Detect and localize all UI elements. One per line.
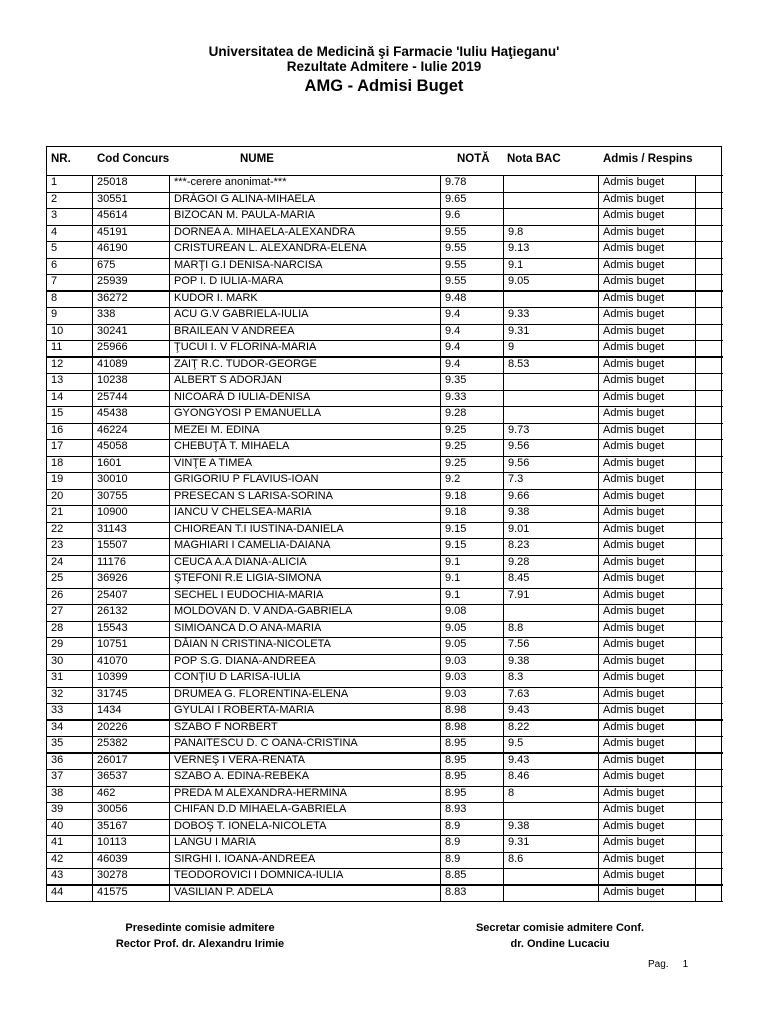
cell-nota: 9.03 [445,687,467,700]
cell-admis-respins: Admis buget [603,836,665,848]
cell-nota: 9.03 [445,654,467,667]
cell-nota: 9.4 [445,341,461,353]
page-number: 1 [682,959,689,970]
cell-nume: MEZEI M. EDINA [174,423,260,436]
cell-nume: MOLDOVAN D. V ANDA-GABRIELA [174,605,353,617]
table-header [47,147,721,174]
cell-admis-respins: Admis buget [603,588,665,601]
cell-nota: 9.55 [445,225,467,238]
results-table [46,146,722,902]
cell-admis-respins: Admis buget [603,473,665,485]
cell-nota: 9.55 [445,275,467,287]
cell-nota: 9.33 [445,390,467,403]
cell-nota-bac: 9.43 [508,753,530,766]
cell-nota: 8.98 [445,720,467,733]
cell-nota-bac: 9.13 [508,242,530,254]
cell-nota-bac: 9.28 [508,555,530,568]
cell-nume: DOBOŞ T. IONELA-NICOLETA [174,819,327,832]
cell-admis-respins: Admis buget [603,209,665,221]
cell-nume: SECHEL I EUDOCHIA-MARIA [174,588,324,601]
cell-nota-bac: 8.53 [508,357,530,370]
column-header-nota-bac: Nota BAC [507,153,561,165]
cell-nume: VINŢE A TIMEA [174,456,253,469]
cell-admis-respins: Admis buget [603,786,665,799]
cell-admis-respins: Admis buget [603,522,665,535]
cell-nume: POP S.G. DIANA-ANDREEA [174,654,316,667]
cell-admis-respins: Admis buget [603,308,665,320]
cell-nota: 9.35 [445,374,467,386]
cell-cod-concurs: 30010 [97,473,128,485]
cell-cod-concurs: 30278 [97,869,128,881]
president-name: Rector Prof. dr. Alexandru Irimie [115,938,285,950]
cell-cod-concurs: 25744 [97,390,128,403]
cell-admis-respins: Admis buget [603,390,665,403]
cell-nr: 36 [51,753,64,766]
cell-nr: 17 [51,440,64,452]
cell-nume: BIZOCAN M. PAULA-MARIA [174,209,315,221]
cell-nota: 9.18 [445,489,467,502]
cell-nr: 37 [51,770,64,782]
cell-nota-bac: 9.1 [508,258,524,271]
cell-admis-respins: Admis buget [603,885,665,898]
president-signature-block [110,920,290,952]
cell-nota-bac: 8.46 [508,770,530,782]
cell-admis-respins: Admis buget [603,687,665,700]
cell-nume: PANAITESCU D. C OANA-CRISTINA [174,737,358,749]
cell-nume: CONŢIU D LARISA-IULIA [174,671,301,683]
cell-nume: ACU G.V GABRIELA-IULIA [174,308,309,320]
cell-nr: 15 [51,407,64,419]
cell-nota: 9.55 [445,242,467,254]
cell-nume: SZABO F NORBERT [174,720,278,733]
cell-cod-concurs: 41089 [97,357,128,370]
cell-cod-concurs: 36537 [97,770,128,782]
cell-nr: 35 [51,737,64,749]
cell-nr: 43 [51,869,64,881]
cell-admis-respins: Admis buget [603,621,665,634]
cell-cod-concurs: 25018 [97,176,128,188]
cell-admis-respins: Admis buget [603,506,665,518]
cell-nume: ŞTEFONI R.E LIGIA-SIMONA [174,572,322,584]
cell-nota-bac: 7.3 [508,473,524,485]
cell-nota: 8.9 [445,819,461,832]
cell-nr: 7 [51,275,58,287]
cell-nota-bac: 9 [508,341,515,353]
cell-nume: GRIGORIU P FLAVIUS-IOAN [174,473,319,485]
cell-cod-concurs: 46224 [97,423,128,436]
cell-nota-bac: 9.56 [508,456,530,469]
cell-nota-bac: 8.23 [508,539,530,551]
cell-cod-concurs: 41070 [97,654,128,667]
cell-admis-respins: Admis buget [603,258,665,271]
cell-nota-bac: 9.56 [508,440,530,452]
cell-nota: 9.15 [445,539,467,551]
cell-nr: 31 [51,671,64,683]
cell-nota-bac: 8.8 [508,621,524,634]
cell-cod-concurs: 26017 [97,753,128,766]
cell-cod-concurs: 25966 [97,341,128,353]
cell-nr: 13 [51,374,64,386]
cell-cod-concurs: 11176 [97,555,126,568]
cell-nota: 9.1 [445,555,461,568]
cell-admis-respins: Admis buget [603,192,665,205]
cell-cod-concurs: 31143 [97,522,127,535]
cell-admis-respins: Admis buget [603,803,665,815]
cell-cod-concurs: 10399 [97,671,128,683]
cell-nr: 21 [51,506,64,518]
cell-nota: 8.85 [445,869,467,881]
cell-nume: VASILIAN P. ADELA [174,885,274,898]
cell-nota-bac: 9.01 [508,522,530,535]
cell-admis-respins: Admis buget [603,225,665,238]
cell-nota-bac: 9.31 [508,324,530,337]
cell-admis-respins: Admis buget [603,407,665,419]
cell-nota: 9.78 [445,176,467,188]
cell-cod-concurs: 25382 [97,737,128,749]
cell-cod-concurs: 10900 [97,506,128,518]
cell-nota: 9.03 [445,671,467,683]
cell-cod-concurs: 338 [97,308,116,320]
cell-nume: VERNEŞ I VERA-RENATA [174,753,306,766]
cell-nr: 42 [51,852,64,865]
cell-cod-concurs: 36272 [97,291,128,304]
document-header [0,44,768,96]
cell-nr: 1 [51,176,58,188]
cell-cod-concurs: 10751 [97,638,128,650]
cell-cod-concurs: 30755 [97,489,128,502]
cell-nr: 34 [51,720,64,733]
cell-cod-concurs: 1601 [97,456,122,469]
cell-cod-concurs: 25407 [97,588,128,601]
column-header-admis-respins: Admis / Respins [603,153,693,165]
cell-nota: 9.25 [445,456,467,469]
cell-nume: SZABO A. EDINA-REBEKA [174,770,310,782]
cell-admis-respins: Admis buget [603,242,665,254]
cell-nota: 9.08 [445,605,467,617]
cell-nume: GYONGYOSI P EMANUELLA [174,407,322,419]
cell-nume: CHEBUŢĂ T. MIHAELA [174,440,290,452]
cell-nume: POP I. D IULIA-MARA [174,275,284,287]
cell-admis-respins: Admis buget [603,869,665,881]
cell-nume: ŢUCUI I. V FLORINA-MARIA [174,341,317,353]
secretary-name: dr. Ondine Lucaciu [510,938,610,950]
cell-admis-respins: Admis buget [603,423,665,436]
cell-admis-respins: Admis buget [603,324,665,337]
cell-nume: DORNEA A. MIHAELA-ALEXANDRA [174,225,355,238]
cell-admis-respins: Admis buget [603,374,665,386]
cell-admis-respins: Admis buget [603,341,665,353]
cell-nota-bac: 9.38 [508,819,530,832]
university-name: Universitatea de Medicină şi Farmacie 'Iuliu Haţieganu' [208,44,560,59]
cell-admis-respins: Admis buget [603,539,665,551]
cell-nota: 8.95 [445,753,467,766]
cell-admis-respins: Admis buget [603,291,665,304]
cell-nr: 41 [51,836,64,848]
cell-nr: 24 [51,555,64,568]
cell-admis-respins: Admis buget [603,572,665,584]
cell-admis-respins: Admis buget [603,555,665,568]
cell-nota: 9.6 [445,209,461,221]
cell-admis-respins: Admis buget [603,819,665,832]
cell-nr: 38 [51,786,64,799]
cell-nume: SIMIOANCA D.O ANA-MARIA [174,621,322,634]
cell-nume: DĂIAN N CRISTINA-NICOLETA [174,638,331,650]
cell-nota: 8.95 [445,737,467,749]
cell-nota-bac: 9.73 [508,423,530,436]
cell-admis-respins: Admis buget [603,275,665,287]
cell-nota-bac: 9.66 [508,489,530,502]
cell-nume: CHIOREAN T.I IUSTINA-DANIELA [174,522,344,535]
column-header-cod-concurs: Cod Concurs [97,153,170,165]
cell-nr: 25 [51,572,64,584]
cell-admis-respins: Admis buget [603,489,665,502]
cell-nr: 18 [51,456,64,469]
cell-cod-concurs: 45438 [97,407,128,419]
cell-nota-bac: 9.43 [508,704,530,716]
cell-nr: 32 [51,687,64,700]
president-title: Presedinte comisie admitere [125,922,275,934]
cell-cod-concurs: 1434 [97,704,122,716]
cell-cod-concurs: 30056 [97,803,128,815]
cell-nota: 9.18 [445,506,467,518]
cell-nr: 26 [51,588,64,601]
cell-nume: IANCU V CHELSEA-MARIA [174,506,312,518]
cell-cod-concurs: 15507 [97,539,128,551]
cell-nota-bac: 8 [508,786,515,799]
cell-nr: 39 [51,803,64,815]
cell-nr: 11 [51,341,63,353]
cell-nota-bac: 7.56 [508,638,530,650]
secretary-title: Secretar comisie admitere Conf. [475,922,645,934]
cell-cod-concurs: 10238 [97,374,128,386]
cell-nota: 9.65 [445,192,467,205]
cell-nr: 19 [51,473,64,485]
page-number-block [648,959,688,970]
cell-nume: MAGHIARI I CAMELIA-DAIANA [174,539,331,551]
cell-cod-concurs: 20226 [97,720,128,733]
cell-cod-concurs: 10113 [97,836,127,848]
cell-cod-concurs: 25939 [97,275,128,287]
cell-nume: KUDOR I. MARK [174,291,258,304]
cell-nume: ZAIŢ R.C. TUDOR-GEORGE [174,357,317,370]
cell-nota-bac: 9.33 [508,308,530,320]
cell-nota: 8.93 [445,803,467,815]
cell-nr: 3 [51,209,58,221]
cell-cod-concurs: 462 [97,786,116,799]
cell-cod-concurs: 30551 [97,192,128,205]
cell-nr: 22 [51,522,64,535]
cell-nr: 10 [51,324,64,337]
cell-admis-respins: Admis buget [603,456,665,469]
cell-nr: 20 [51,489,64,502]
cell-cod-concurs: 45058 [97,440,128,452]
cell-nume: CHIFAN D.D MIHAELA-GABRIELA [174,803,347,815]
cell-nume: NICOARĂ D IULIA-DENISA [174,390,311,403]
cell-nota: 9.4 [445,308,461,320]
cell-nume: GYULAI I ROBERTA-MARIA [174,704,315,716]
cell-nume: TEODOROVICI I DOMNICA-IULIA [174,869,344,881]
cell-admis-respins: Admis buget [603,440,665,452]
cell-admis-respins: Admis buget [603,720,665,733]
cell-nume: PRESECAN S LARISA-SORINA [174,489,333,502]
cell-cod-concurs: 46039 [97,852,128,865]
page-label: Pag. [648,959,669,970]
cell-admis-respins: Admis buget [603,176,665,188]
cell-nota-bac: 8.6 [508,852,524,865]
cell-nota: 9.25 [445,423,467,436]
cell-nota: 9.28 [445,407,467,419]
cell-nota: 9.4 [445,324,461,337]
cell-admis-respins: Admis buget [603,638,665,650]
cell-cod-concurs: 41575 [97,885,128,898]
cell-nr: 14 [51,390,64,403]
cell-nume: BRAILEAN V ANDREEA [174,324,295,337]
cell-nota-bac: 9.38 [508,654,530,667]
cell-nr: 8 [51,291,58,304]
secretary-signature-block [450,920,670,952]
cell-cod-concurs: 675 [97,258,116,271]
cell-nota: 9.48 [445,291,467,304]
cell-nota: 9.15 [445,522,467,535]
cell-nr: 29 [51,638,64,650]
cell-nota-bac: 9.38 [508,506,530,518]
cell-nr: 27 [51,605,64,617]
cell-nr: 5 [51,242,58,254]
cell-nota: 9.1 [445,572,461,584]
cell-nume: DRĂGOI G ALINA-MIHAELA [174,192,316,205]
cell-nota-bac: 9.5 [508,737,524,749]
cell-nr: 9 [51,308,58,320]
cell-nota: 9.4 [445,357,461,370]
cell-nr: 33 [51,704,64,716]
cell-nr: 6 [51,258,58,271]
cell-cod-concurs: 30241 [97,324,128,337]
cell-nota: 9.05 [445,621,467,634]
cell-nota: 9.2 [445,473,461,485]
cell-nume: CEUCA A.A DIANA-ALICIA [174,555,307,568]
cell-nota: 9.05 [445,638,467,650]
cell-nume: CRISTUREAN L. ALEXANDRA-ELENA [174,242,367,254]
cell-nume: MARŢI G.I DENISA-NARCISA [174,258,323,271]
column-header-nota: NOTĂ [457,153,490,165]
cell-nume: PREDA M ALEXANDRA-HERMINA [174,786,347,799]
cell-nume: DRUMEA G. FLORENTINA-ELENA [174,687,349,700]
table-row [47,886,723,903]
cell-cod-concurs: 31745 [97,687,128,700]
cell-cod-concurs: 35167 [97,819,128,832]
cell-admis-respins: Admis buget [603,671,665,683]
cell-cod-concurs: 46190 [97,242,128,254]
cell-nr: 2 [51,192,58,205]
cell-admis-respins: Admis buget [603,654,665,667]
cell-nr: 23 [51,539,64,551]
cell-admis-respins: Admis buget [603,753,665,766]
cell-admis-respins: Admis buget [603,770,665,782]
cell-admis-respins: Admis buget [603,605,665,617]
cell-nota-bac: 7.91 [508,588,530,601]
cell-nota: 9.1 [445,588,461,601]
cell-nota-bac: 8.3 [508,671,524,683]
cell-nume: LANGU I MARIA [174,836,256,848]
cell-nota: 8.9 [445,852,461,865]
cell-nr: 12 [51,357,64,370]
cell-cod-concurs: 45614 [97,209,128,221]
cell-admis-respins: Admis buget [603,357,665,370]
column-header-nume: NUME [240,153,274,165]
cell-nr: 28 [51,621,64,634]
cell-nr: 40 [51,819,64,832]
cell-nota: 8.9 [445,836,461,848]
cell-admis-respins: Admis buget [603,704,665,716]
cell-cod-concurs: 26132 [97,605,128,617]
cell-nota: 9.25 [445,440,467,452]
results-subtitle: Rezultate Admitere - Iulie 2019 [286,59,482,74]
cell-nota-bac: 9.31 [508,836,530,848]
cell-nume: SIRGHI I. IOANA-ANDREEA [174,852,316,865]
cell-cod-concurs: 45191 [97,225,128,238]
cell-nume: ALBERT S ADORJAN [174,374,282,386]
table-body [47,176,723,902]
cell-nota-bac: 9.05 [508,275,530,287]
column-header-nr: NR. [51,153,71,165]
cell-nota: 8.95 [445,786,467,799]
cell-cod-concurs: 36926 [97,572,128,584]
cell-nota: 8.98 [445,704,467,716]
cell-cod-concurs: 15543 [97,621,128,634]
cell-nota: 9.55 [445,258,467,271]
cell-nota-bac: 8.22 [508,720,530,733]
cell-nota-bac: 9.8 [508,225,524,238]
cell-nr: 16 [51,423,64,436]
cell-nota: 8.83 [445,885,467,898]
page-title: AMG - Admisi Buget [304,77,464,95]
cell-nume: ***-cerere anonimat-*** [174,176,287,188]
cell-nr: 30 [51,654,64,667]
cell-nota-bac: 7.63 [508,687,530,700]
cell-nr: 4 [51,225,58,238]
cell-nota: 8.95 [445,770,467,782]
cell-nr: 44 [51,885,64,898]
cell-admis-respins: Admis buget [603,737,665,749]
cell-admis-respins: Admis buget [603,852,665,865]
cell-nota-bac: 8.45 [508,572,530,584]
